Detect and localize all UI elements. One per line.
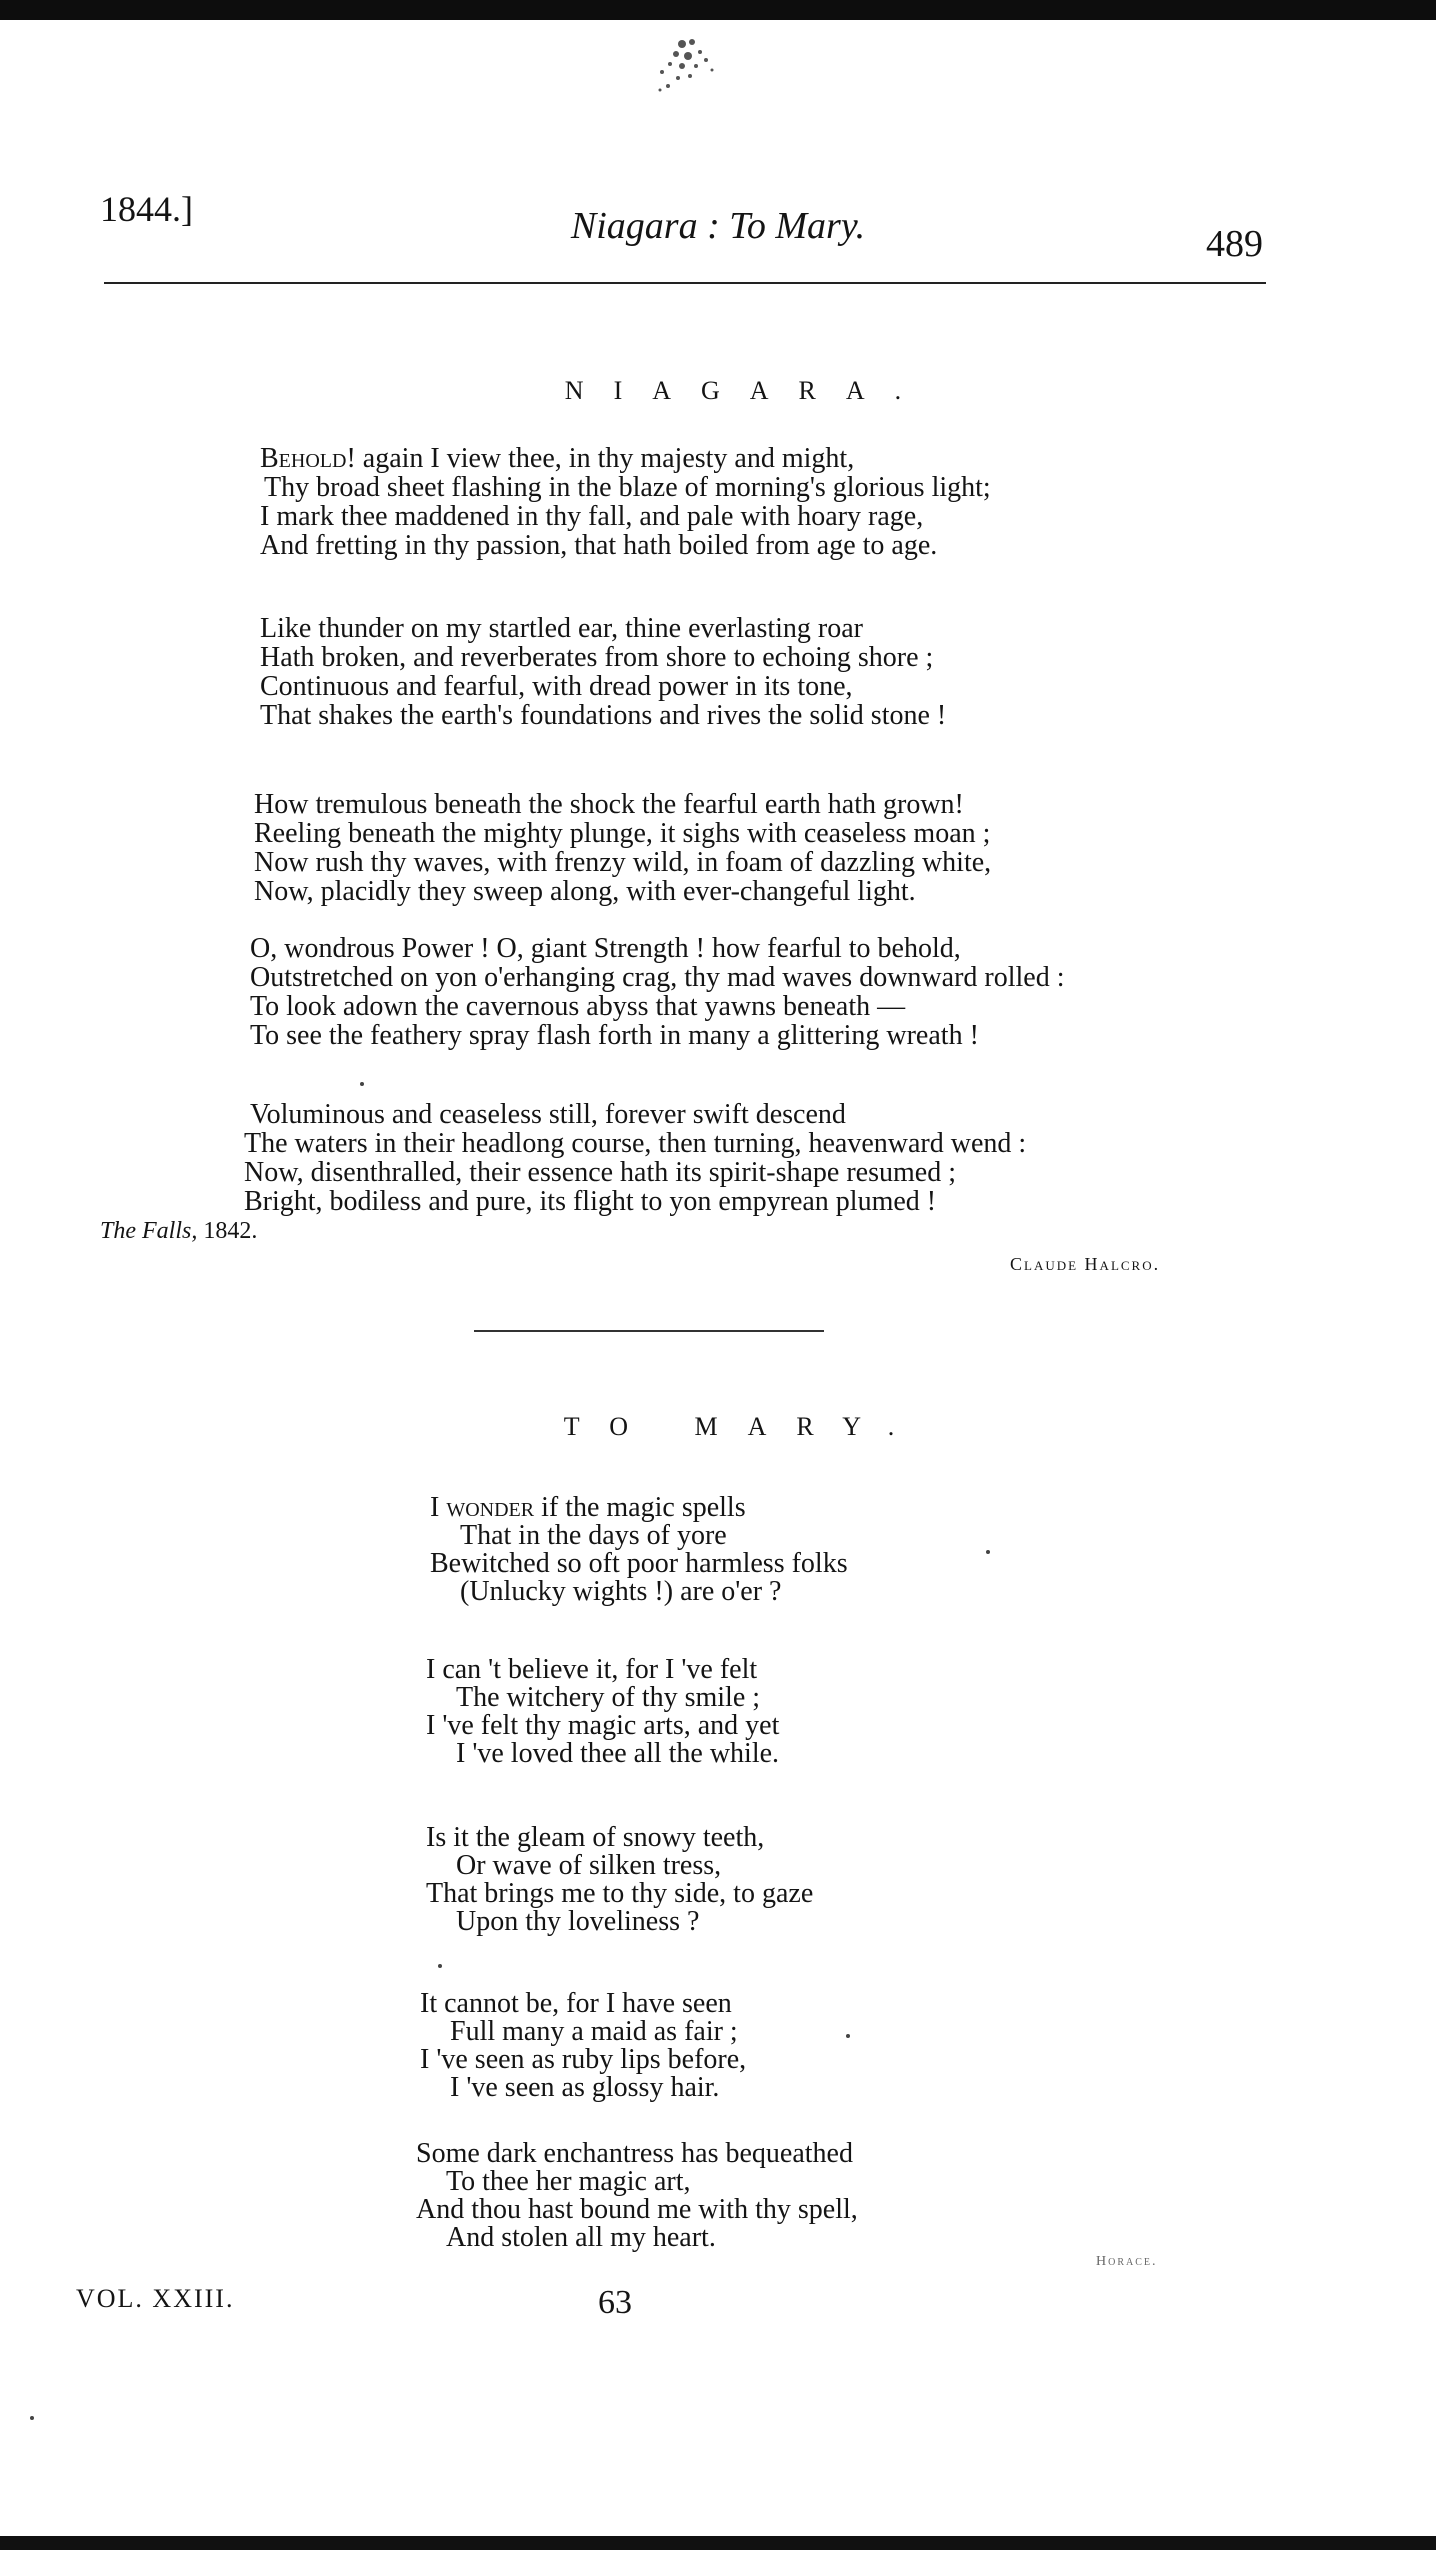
poem-title-to-mary: TO MARY. (563, 1412, 925, 1441)
poem-line: I 've loved thee all the while. (456, 1738, 780, 1769)
niagara-stanza-5 (244, 1100, 1026, 1216)
page-number: 489 (1206, 223, 1263, 265)
opening-word: Behold! (260, 443, 356, 474)
mary-stanza-3 (426, 1824, 813, 1936)
poem-line: Hath broken, and reverberates from shore to echoing shore ; (260, 642, 934, 673)
poem-line: Like thunder on my startled ear, thine everlasting roar (260, 613, 863, 644)
poem-line: I 've felt thy magic arts, and yet (426, 1710, 780, 1741)
ink-speck (846, 2034, 850, 2038)
poem-line: I can 't believe it, for I 've felt (426, 1654, 758, 1685)
niagara-stanza-2 (260, 614, 946, 730)
dateline-place: The Falls, (100, 1218, 198, 1244)
mary-stanza-4 (420, 1990, 746, 2102)
ink-speck (438, 1964, 442, 1968)
poem-line: Outstretched on yon o'erhanging crag, thy mad waves downward rolled : (250, 962, 1065, 993)
poem-line: Thy broad sheet flashing in the blaze of morning's glorious light; (264, 472, 991, 503)
poem-line: (Unlucky wights !) are o'er ? (460, 1576, 782, 1607)
mary-stanza-1 (430, 1494, 848, 1606)
poem-line: And stolen all my heart. (446, 2222, 716, 2253)
mary-stanza-5 (416, 2140, 858, 2252)
poem-line: That shakes the earth's foundations and rives the solid stone ! (260, 700, 947, 731)
poem-line: I 've seen as glossy hair. (450, 2072, 720, 2103)
signature-mark: 63 (598, 2284, 632, 2321)
ink-speck (30, 2416, 34, 2420)
scan-bottom-edge (0, 2536, 1436, 2550)
printer-ornament-icon (632, 30, 742, 110)
poem-line-text: again I view thee, in thy majesty and might, (362, 443, 855, 474)
poem-line: To see the feathery spray flash forth in many a glittering wreath ! (250, 1020, 979, 1051)
poem-line: Some dark enchantress has bequeathed (416, 2138, 853, 2169)
poem-line (430, 1494, 848, 1522)
author-signature-to-mary: Horace. (1096, 2254, 1158, 2269)
poem-line: Is it the gleam of snowy teeth, (426, 1822, 765, 1853)
poem-line: That brings me to thy side, to gaze (426, 1878, 814, 1909)
dateline (100, 1218, 257, 1245)
poem-title-niagara: NIAGARA. (564, 376, 932, 405)
poem-line (260, 444, 991, 473)
poem-line: Full many a maid as fair ; (450, 2016, 738, 2047)
poem-line: The witchery of thy smile ; (456, 1682, 761, 1713)
poem-line: That in the days of yore (460, 1520, 727, 1551)
ink-speck (986, 1550, 990, 1554)
poem-line: How tremulous beneath the shock the fearful earth hath grown! (254, 789, 964, 820)
author-signature-niagara: Claude Halcro. (1010, 1254, 1161, 1274)
running-title: Niagara : To Mary. (570, 205, 866, 247)
poem-line: Now, disenthralled, their essence hath its spirit-shape resumed ; (244, 1157, 956, 1188)
poem-line: And fretting in thy passion, that hath boiled from age to age. (260, 530, 938, 561)
volume-label: VOL. XXIII. (76, 2284, 235, 2313)
poem-line: Bright, bodiless and pure, its flight to yon empyrean plumed ! (244, 1186, 937, 1217)
poem-line: I mark thee maddened in thy fall, and pale with hoary rage, (260, 501, 924, 532)
poem-line: Continuous and fearful, with dread power in its tone, (260, 671, 853, 702)
poem-line: Voluminous and ceaseless still, forever swift descend (250, 1099, 846, 1130)
scan-top-edge (0, 0, 1436, 20)
poem-line: To look adown the cavernous abyss that yawns beneath — (250, 991, 906, 1022)
poem-line: I 've seen as ruby lips before, (420, 2044, 747, 2075)
poem-line: Reeling beneath the mighty plunge, it sighs with ceaseless moan ; (254, 818, 991, 849)
poem-line: It cannot be, for I have seen (420, 1988, 732, 2019)
dateline-year: 1842. (203, 1218, 258, 1244)
niagara-stanza-1 (260, 444, 991, 560)
niagara-stanza-4 (250, 934, 1065, 1050)
ink-speck (360, 1082, 364, 1086)
poem-line: To thee her magic art, (446, 2166, 691, 2197)
header-year: 1844.] (100, 189, 193, 229)
poem-line: O, wondrous Power ! O, giant Strength ! how fearful to behold, (250, 933, 961, 964)
section-divider (474, 1330, 824, 1332)
poem-line: Now, placidly they sweep along, with ever-changeful light. (254, 876, 916, 907)
header-rule (104, 282, 1266, 284)
poem-line: The waters in their headlong course, then turning, heavenward wend : (244, 1128, 1027, 1159)
niagara-stanza-3 (254, 790, 991, 906)
poem-line: Bewitched so oft poor harmless folks (430, 1548, 848, 1579)
mary-stanza-2 (426, 1656, 779, 1768)
poem-line-text: if the magic spells (541, 1492, 746, 1523)
poem-line: Or wave of silken tress, (456, 1850, 722, 1881)
poem-line: Upon thy loveliness ? (456, 1906, 700, 1937)
opening-word: I wonder (430, 1492, 535, 1523)
poem-line: And thou hast bound me with thy spell, (416, 2194, 858, 2225)
poem-line: Now rush thy waves, with frenzy wild, in foam of dazzling white, (254, 847, 992, 878)
